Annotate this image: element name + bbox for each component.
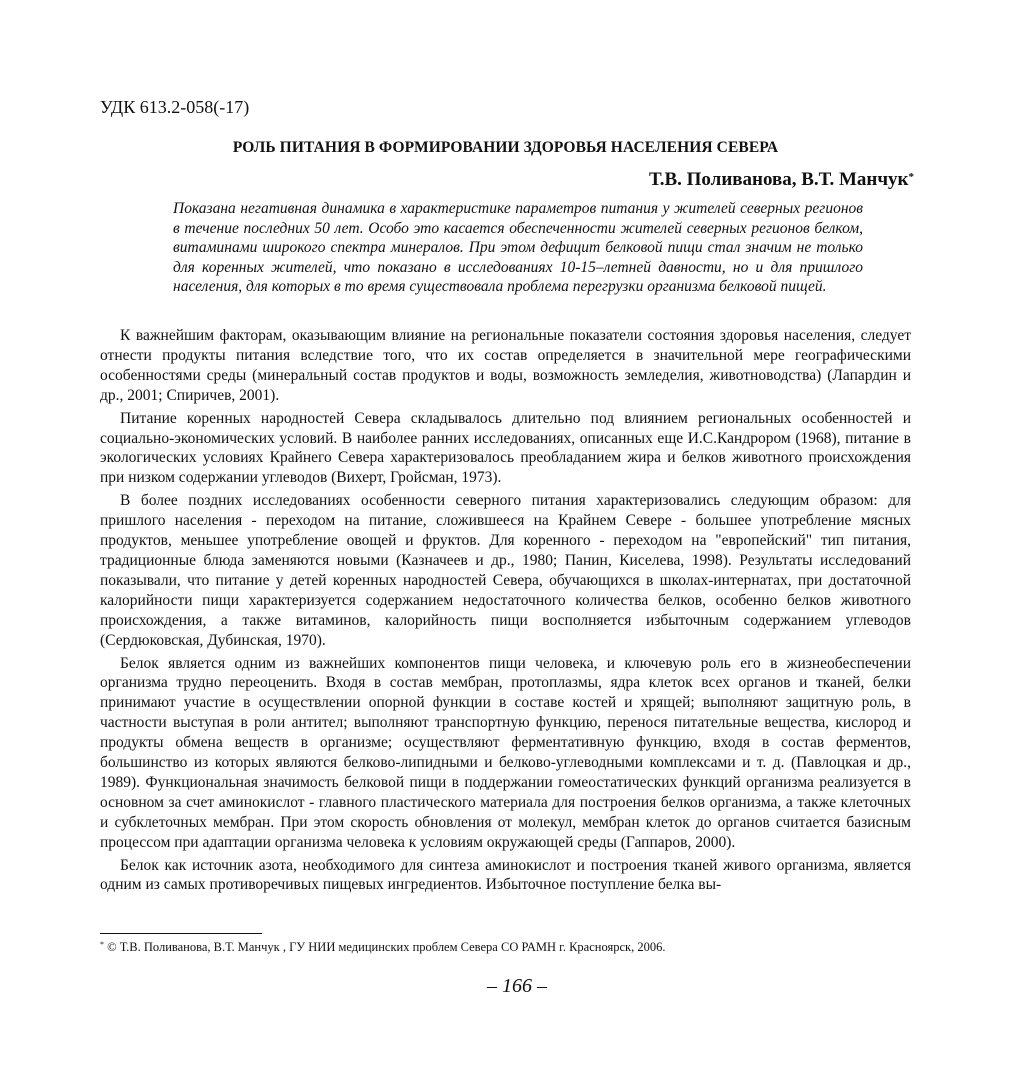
body-paragraph-5: Белок как источник азота, необходимого для синтеза аминокислот и построения тканей живого организма, является одним из самых противоречивых пищевых ингредиентов. Избыточное поступление белка вы- bbox=[100, 856, 911, 894]
article-body bbox=[100, 326, 911, 895]
body-paragraph-3: В более поздних исследованиях особенности северного питания характеризовались следующим образом: для пришлого населения - переходом на питание, сложившееся на Крайнем Севере - большее употребление мясных продуктов, меньшее употребление овощей и фруктов. Для коренного - переходом на "европейский" тип питания, традиционные блюда заменяются новыми (Казначеев и др., 1980; Панин, Киселева, 1998). Результаты исследований показывали, что питание у детей коренных народностей Севера, обучающихся в школах-интернатах, при достаточной калорийности пищи характеризуется содержанием недостаточного количества белков, особенно белков животного происхождения, а также витаминов, калорийность пищи восполняется избыточным содержанием углеводов (Сердюковская, Дубинская, 1970). bbox=[100, 492, 911, 649]
footnote bbox=[100, 939, 665, 955]
footnote-mark: * bbox=[100, 940, 104, 949]
udk-code: УДК 613.2-058(-17) bbox=[100, 97, 250, 117]
footnote-text: © Т.В. Поливанова, В.Т. Манчук , ГУ НИИ медицинских проблем Севера СО РАМН г. Красноярск, 2006. bbox=[104, 940, 666, 954]
body-paragraph-1: К важнейшим факторам, оказывающим влияние на региональные показатели состояния здоровья населения, следует отнести продукты питания вследствие того, что их состав определяется в значительной мере географическими особенностями среды (минеральный состав продуктов и воды, возможность земледелия, животноводства) (Лапардин и др., 2001; Спиричев, 2001). bbox=[100, 327, 911, 404]
page-number: – 166 – bbox=[487, 975, 547, 997]
article-title: РОЛЬ ПИТАНИЯ В ФОРМИРОВАНИИ ЗДОРОВЬЯ НАСЕЛЕНИЯ СЕВЕРА bbox=[232, 139, 779, 156]
article-authors bbox=[649, 168, 914, 192]
body-paragraph-2: Питание коренных народностей Севера складывалось длительно под влиянием региональных особенностей и социально-экономических условий. В наиболее ранних исследованиях, описанных еще И.С.Кандрором (1968), питание в экологических условиях Крайнего Севера характеризовалось преобладанием жира и белков животного происхождения при низком содержании углеводов (Вихерт, Гройсман, 1973). bbox=[100, 409, 911, 487]
article-abstract: Показана негативная динамика в характеристике параметров питания у жителей северных регионов в течение последних 50 лет. Особо это касается обеспеченности жителей северных регионов белком, витаминами широкого спектра минералов. При этом дефицит белковой пищи стал значим не только для коренных жителей, что показано в исследованиях 10-15–летней давности, но и для пришлого населения, для которых в то время существовала проблема перегрузки организма белковой пищей. bbox=[173, 200, 863, 296]
authors-names: Т.В. Поливанова, В.Т. Манчук bbox=[648, 169, 909, 190]
body-paragraph-4: Белок является одним из важнейших компонентов пищи человека, и ключевую роль его в жизнеобеспечении организма трудно переоценить. Входя в состав мембран, протоплазмы, ядра клеток всех органов и тканей, белки принимают участие в осуществлении опорной функции в составе костей и хрящей; выполняют защитную роль, в частности выступая в роли антител; выполняют транспортную функцию, перенося питательные вещества, кислород и продукты обмена веществ в организме; осуществляют ферментативную функцию, входя в состав ферментов, большинство из которых являются белково-липидными и белково-углеводными комплексами и т. д. (Павлоцкая и др., 1989). Функциональная значимость белковой пищи в поддержании гомеостатических функций организма реализуется в основном за счет аминокислот - главного пластического материала для построения белков организма, а также клеточных и субклеточных мембран. При этом скорость обновления от молекул, мембран клеток до органов считается базисным процессом при адаптации организма человека к условиям окружающей среды (Гаппаров, 2000). bbox=[100, 654, 911, 851]
footnote-divider bbox=[100, 933, 262, 934]
authors-footnote-mark: * bbox=[908, 171, 914, 183]
